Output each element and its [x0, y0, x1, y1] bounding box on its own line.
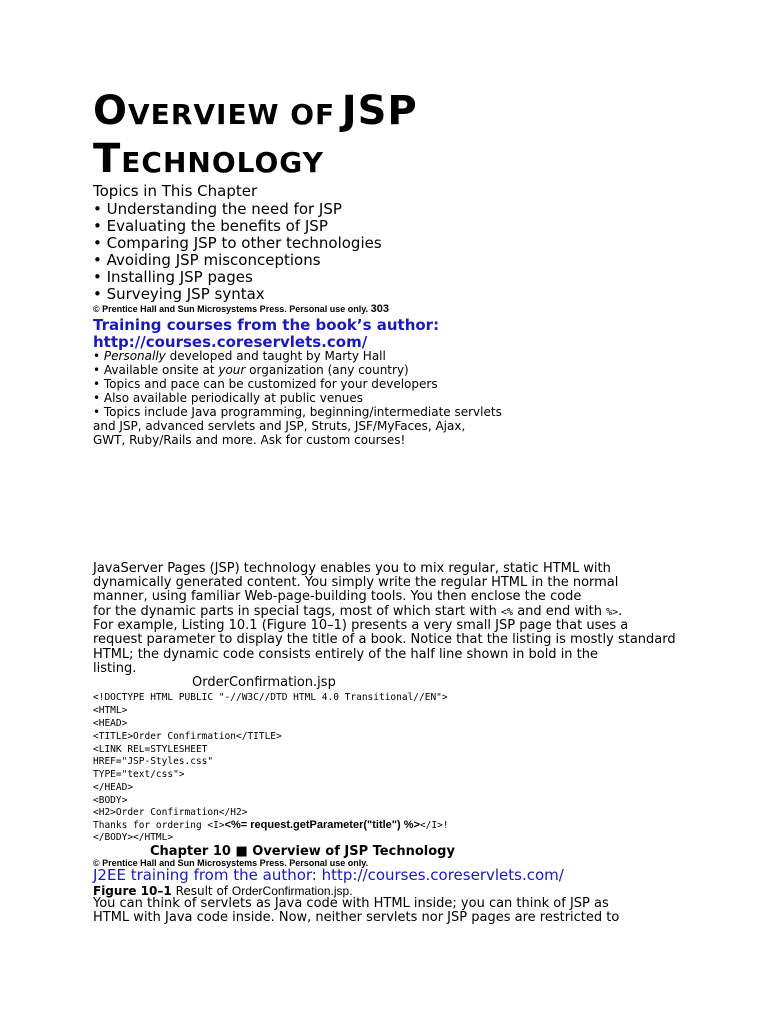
- body-text-line: for the dynamic parts in special tags, most of which start with <% and end with %>.: [93, 604, 623, 619]
- body-text-line: dynamically generated content. You simply write the regular HTML in the normal: [93, 575, 619, 590]
- body-text-line: manner, using familiar Web-page-building tools. You then enclose the code: [93, 589, 582, 604]
- j2ee-training-link[interactable]: J2EE training from the author: http://courses.coreservlets.com/: [93, 866, 564, 884]
- code-line: </HEAD>: [93, 782, 134, 793]
- listing-filename: OrderConfirmation.jsp: [192, 675, 336, 690]
- body-text-line: JavaServer Pages (JSP) technology enables you to mix regular, static HTML with: [93, 561, 611, 576]
- code-line: <BODY>: [93, 795, 128, 806]
- body-text-line: You can think of servlets as Java code with HTML inside; you can think of JSP as: [93, 896, 609, 911]
- copyright-line: © Prentice Hall and Sun Microsystems Press. Personal use only.: [93, 858, 369, 868]
- code-line: </BODY></HTML>: [93, 832, 174, 843]
- page-number: 303: [370, 303, 389, 315]
- training-url[interactable]: http://courses.coreservlets.com/: [93, 333, 368, 351]
- figure-caption: Figure 10–1 Result of OrderConfirmation.jsp.: [93, 884, 353, 898]
- chapter-footer: Chapter 10 ■ Overview of JSP Technology: [150, 844, 455, 859]
- body-text-line: request parameter to display the title of a book. Notice that the listing is mostly standard: [93, 632, 676, 647]
- training-bullet-cont: and JSP, advanced servlets and JSP, Struts, JSF/MyFaces, Ajax,: [93, 419, 466, 433]
- topic-item: • Comparing JSP to other technologies: [93, 234, 382, 252]
- copyright-line: © Prentice Hall and Sun Microsystems Press. Personal use only. 303: [93, 303, 389, 315]
- topic-item: • Surveying JSP syntax: [93, 285, 265, 303]
- code-line: <TITLE>Order Confirmation</TITLE>: [93, 731, 282, 742]
- code-line: <!DOCTYPE HTML PUBLIC "-//W3C//DTD HTML 4.0 Transitional//EN">: [93, 692, 448, 703]
- training-bullet: • Topics and pace can be customized for your developers: [93, 377, 438, 391]
- training-bullet: • Topics include Java programming, beginning/intermediate servlets: [93, 405, 502, 419]
- chapter-title-line1: OVERVIEW OF JSP: [93, 88, 418, 134]
- training-bullet-cont: GWT, Ruby/Rails and more. Ask for custom courses!: [93, 433, 406, 447]
- training-bullet: • Available onsite at your organization (any country): [93, 363, 409, 377]
- body-text-line: listing.: [93, 661, 137, 676]
- body-text-line: HTML; the dynamic code consists entirely of the half line shown in bold in the: [93, 647, 599, 662]
- code-line: TYPE="text/css">: [93, 769, 185, 780]
- code-line: HREF="JSP-Styles.css": [93, 756, 214, 767]
- code-line: <H2>Order Confirmation</H2>: [93, 807, 248, 818]
- topic-item: • Installing JSP pages: [93, 268, 253, 286]
- topic-item: • Understanding the need for JSP: [93, 200, 342, 218]
- code-line-dynamic: Thanks for ordering <I><%= request.getParameter("title") %></I>!: [93, 819, 449, 831]
- training-bullet: • Personally developed and taught by Marty Hall: [93, 349, 386, 363]
- training-bullet: • Also available periodically at public venues: [93, 391, 364, 405]
- code-line: <LINK REL=STYLESHEET: [93, 744, 208, 755]
- code-line: <HEAD>: [93, 718, 128, 729]
- topic-item: • Evaluating the benefits of JSP: [93, 217, 328, 235]
- topic-item: • Avoiding JSP misconceptions: [93, 251, 321, 269]
- body-text-line: For example, Listing 10.1 (Figure 10–1) presents a very small JSP page that uses a: [93, 618, 629, 633]
- body-text-line: HTML with Java code inside. Now, neither servlets nor JSP pages are restricted to: [93, 910, 620, 925]
- chapter-title-line2: TECHNOLOGY: [93, 136, 324, 182]
- code-line: <HTML>: [93, 705, 128, 716]
- training-heading: Training courses from the book’s author:: [93, 316, 440, 334]
- topics-heading: Topics in This Chapter: [93, 182, 258, 200]
